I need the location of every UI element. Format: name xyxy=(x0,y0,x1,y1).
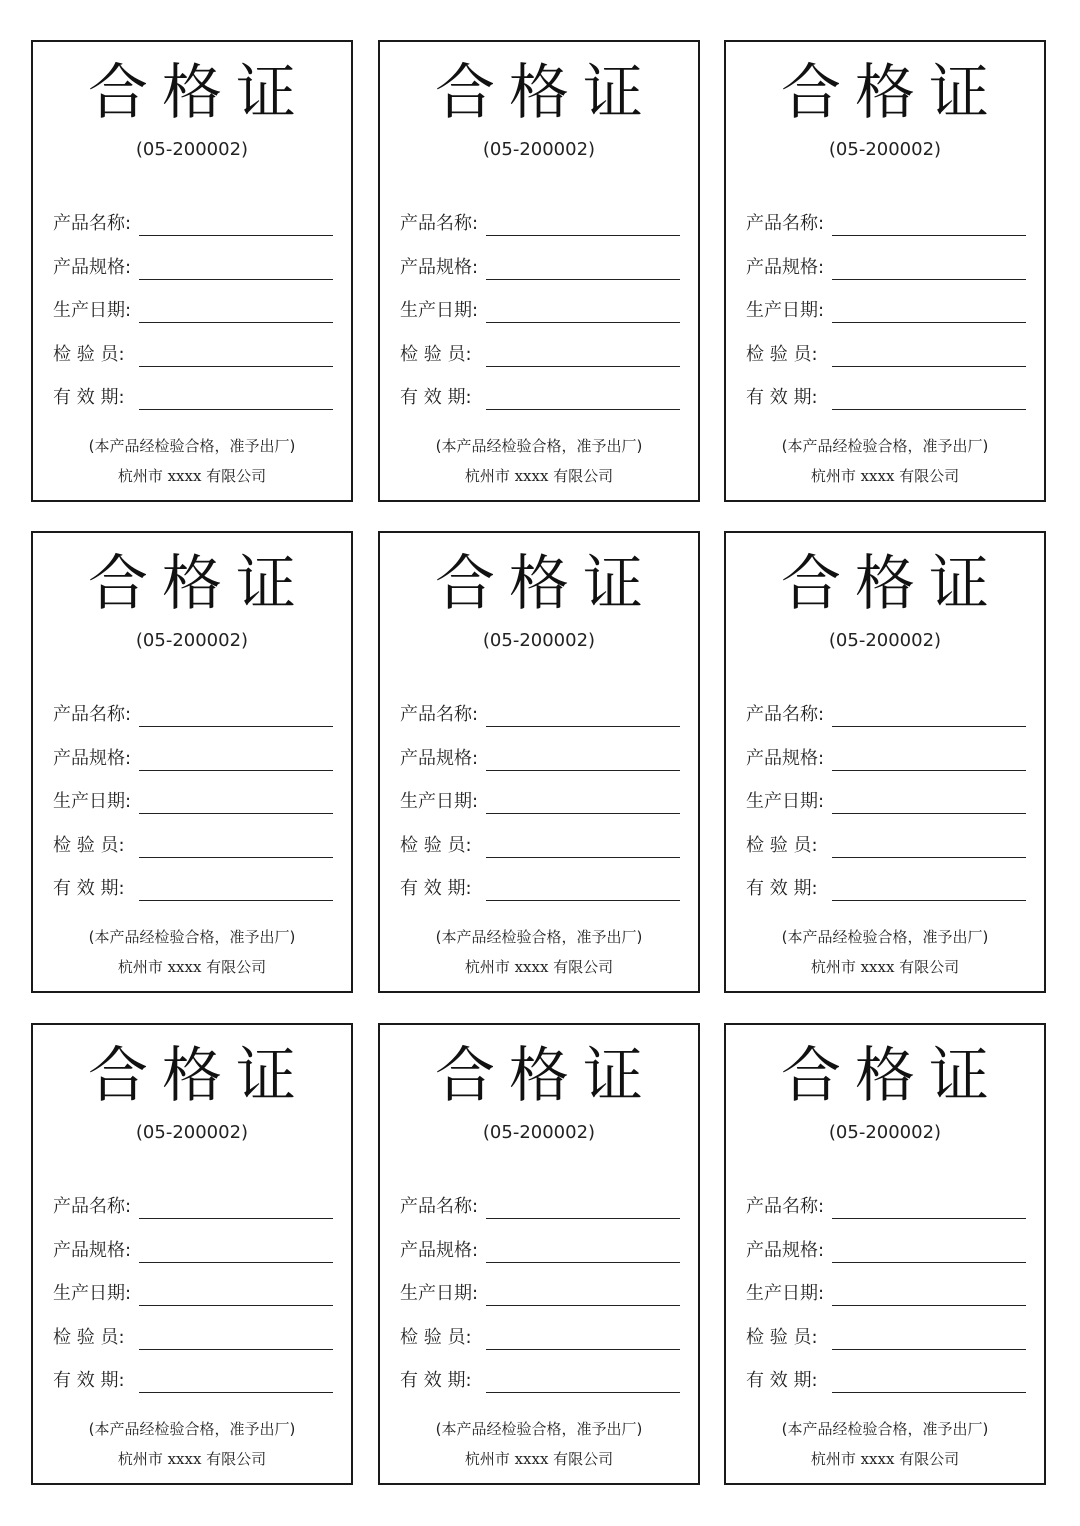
field-label: 产品规格: xyxy=(746,1239,825,1261)
card-note: (本产品经检验合格，准予出厂) xyxy=(435,1420,643,1438)
card-code: (05-200002) xyxy=(828,1122,942,1143)
field-label: 生产日期: xyxy=(746,1283,825,1304)
card-note: (本产品经检验合格，准予出厂) xyxy=(88,1420,296,1438)
card-code: (05-200002) xyxy=(482,630,596,651)
field-row[interactable] xyxy=(746,210,1026,238)
field-underline[interactable] xyxy=(139,1218,333,1219)
field-row[interactable] xyxy=(400,1193,680,1221)
field-label: 产品名称: xyxy=(746,1196,825,1217)
field-row[interactable] xyxy=(400,1280,680,1308)
field-row[interactable] xyxy=(746,384,1026,412)
certificate-card-1 xyxy=(31,40,353,502)
field-row[interactable] xyxy=(53,384,333,412)
field-label: 有 效 期: xyxy=(53,1370,125,1391)
card-title: 合格证 xyxy=(781,58,1003,128)
field-label: 产品名称: xyxy=(53,1196,132,1217)
field-label: 产品规格: xyxy=(53,1239,132,1261)
field-row[interactable] xyxy=(746,701,1026,729)
field-row[interactable] xyxy=(400,254,680,282)
field-label: 产品名称: xyxy=(400,213,479,234)
field-label: 生产日期: xyxy=(53,791,132,812)
card-note: (本产品经检验合格，准予出厂) xyxy=(781,928,989,946)
field-row[interactable] xyxy=(746,1280,1026,1308)
field-row[interactable] xyxy=(400,341,680,369)
field-underline[interactable] xyxy=(139,1262,333,1263)
field-underline[interactable] xyxy=(486,279,680,280)
field-label: 生产日期: xyxy=(746,791,825,812)
card-code: (05-200002) xyxy=(135,1122,249,1143)
field-row[interactable] xyxy=(53,1280,333,1308)
field-underline[interactable] xyxy=(832,770,1026,771)
field-underline[interactable] xyxy=(486,857,680,858)
field-row[interactable] xyxy=(400,745,680,773)
field-row[interactable] xyxy=(400,1237,680,1265)
field-row[interactable] xyxy=(53,1193,333,1221)
certificate-card-4 xyxy=(31,531,353,993)
field-label: 有 效 期: xyxy=(400,878,472,899)
field-row[interactable] xyxy=(746,254,1026,282)
field-underline[interactable] xyxy=(832,900,1026,901)
field-label: 产品规格: xyxy=(400,1239,479,1261)
field-label: 有 效 期: xyxy=(400,1370,472,1391)
field-label: 检 验 员: xyxy=(746,343,818,365)
field-label: 产品名称: xyxy=(746,704,825,725)
card-company: 杭州市 xxxx 有限公司 xyxy=(810,467,960,485)
field-label: 有 效 期: xyxy=(746,878,818,899)
field-row[interactable] xyxy=(53,1367,333,1395)
card-code: (05-200002) xyxy=(482,139,596,160)
field-label: 生产日期: xyxy=(400,300,479,321)
card-company: 杭州市 xxxx 有限公司 xyxy=(117,467,267,485)
field-underline[interactable] xyxy=(486,1349,680,1350)
certificate-card-8 xyxy=(378,1023,700,1485)
card-company: 杭州市 xxxx 有限公司 xyxy=(117,1450,267,1468)
field-row[interactable] xyxy=(400,832,680,860)
field-underline[interactable] xyxy=(139,235,333,236)
field-label: 生产日期: xyxy=(400,1283,479,1304)
field-underline[interactable] xyxy=(832,813,1026,814)
field-row[interactable] xyxy=(746,297,1026,325)
card-title: 合格证 xyxy=(88,549,310,619)
field-underline[interactable] xyxy=(139,726,333,727)
field-label: 产品规格: xyxy=(746,747,825,769)
field-underline[interactable] xyxy=(486,813,680,814)
field-row[interactable] xyxy=(746,1324,1026,1352)
card-company: 杭州市 xxxx 有限公司 xyxy=(810,958,960,976)
field-row[interactable] xyxy=(53,210,333,238)
card-note: (本产品经检验合格，准予出厂) xyxy=(781,437,989,455)
field-row[interactable] xyxy=(746,788,1026,816)
field-label: 生产日期: xyxy=(53,1283,132,1304)
field-row[interactable] xyxy=(400,701,680,729)
field-row[interactable] xyxy=(400,1367,680,1395)
field-label: 产品名称: xyxy=(53,704,132,725)
field-label: 检 验 员: xyxy=(53,343,125,365)
field-row[interactable] xyxy=(746,745,1026,773)
field-underline[interactable] xyxy=(486,726,680,727)
field-row[interactable] xyxy=(746,341,1026,369)
field-underline[interactable] xyxy=(486,1218,680,1219)
field-label: 生产日期: xyxy=(53,300,132,321)
field-label: 产品名称: xyxy=(746,213,825,234)
field-label: 有 效 期: xyxy=(746,1370,818,1391)
field-row[interactable] xyxy=(746,875,1026,903)
field-underline[interactable] xyxy=(832,726,1026,727)
field-label: 检 验 员: xyxy=(53,834,125,856)
field-row[interactable] xyxy=(400,1324,680,1352)
field-row[interactable] xyxy=(746,1367,1026,1395)
card-company: 杭州市 xxxx 有限公司 xyxy=(464,467,614,485)
certificate-card-7 xyxy=(31,1023,353,1485)
field-row[interactable] xyxy=(400,297,680,325)
card-note: (本产品经检验合格，准予出厂) xyxy=(435,437,643,455)
field-row[interactable] xyxy=(53,341,333,369)
field-label: 产品规格: xyxy=(53,256,132,278)
field-row[interactable] xyxy=(53,832,333,860)
field-row[interactable] xyxy=(53,701,333,729)
field-label: 产品规格: xyxy=(746,256,825,278)
certificate-card-9 xyxy=(724,1023,1046,1485)
field-label: 生产日期: xyxy=(746,300,825,321)
field-label: 产品规格: xyxy=(400,256,479,278)
field-label: 检 验 员: xyxy=(400,1326,472,1348)
field-underline[interactable] xyxy=(832,1218,1026,1219)
field-label: 有 效 期: xyxy=(746,387,818,408)
field-underline[interactable] xyxy=(832,366,1026,367)
field-row[interactable] xyxy=(400,875,680,903)
field-underline[interactable] xyxy=(832,1349,1026,1350)
card-title: 合格证 xyxy=(781,1041,1003,1111)
field-row[interactable] xyxy=(53,1324,333,1352)
card-company: 杭州市 xxxx 有限公司 xyxy=(464,958,614,976)
card-note: (本产品经检验合格，准予出厂) xyxy=(88,928,296,946)
field-underline[interactable] xyxy=(832,1262,1026,1263)
field-label: 产品名称: xyxy=(53,213,132,234)
field-row[interactable] xyxy=(53,745,333,773)
field-underline[interactable] xyxy=(832,1392,1026,1393)
field-underline[interactable] xyxy=(139,900,333,901)
card-title: 合格证 xyxy=(435,58,657,128)
field-underline[interactable] xyxy=(139,1305,333,1306)
field-row[interactable] xyxy=(400,384,680,412)
card-company: 杭州市 xxxx 有限公司 xyxy=(464,1450,614,1468)
field-underline[interactable] xyxy=(486,322,680,323)
field-underline[interactable] xyxy=(486,409,680,410)
field-underline[interactable] xyxy=(486,1305,680,1306)
field-underline[interactable] xyxy=(486,900,680,901)
field-underline[interactable] xyxy=(486,366,680,367)
card-code: (05-200002) xyxy=(135,139,249,160)
field-underline[interactable] xyxy=(832,322,1026,323)
field-row[interactable] xyxy=(53,1237,333,1265)
card-company: 杭州市 xxxx 有限公司 xyxy=(117,958,267,976)
field-label: 检 验 员: xyxy=(53,1326,125,1348)
field-underline[interactable] xyxy=(139,322,333,323)
field-underline[interactable] xyxy=(832,279,1026,280)
card-title: 合格证 xyxy=(435,1041,657,1111)
field-row[interactable] xyxy=(746,832,1026,860)
card-title: 合格证 xyxy=(88,1041,310,1111)
field-underline[interactable] xyxy=(139,1392,333,1393)
field-underline[interactable] xyxy=(832,409,1026,410)
field-underline[interactable] xyxy=(139,1349,333,1350)
field-label: 检 验 员: xyxy=(400,343,472,365)
field-underline[interactable] xyxy=(486,770,680,771)
field-label: 产品名称: xyxy=(400,704,479,725)
field-row[interactable] xyxy=(400,788,680,816)
card-title: 合格证 xyxy=(88,58,310,128)
field-row[interactable] xyxy=(53,875,333,903)
card-note: (本产品经检验合格，准予出厂) xyxy=(781,1420,989,1438)
certificate-card-6 xyxy=(724,531,1046,993)
certificate-card-2 xyxy=(378,40,700,502)
card-note: (本产品经检验合格，准予出厂) xyxy=(88,437,296,455)
field-label: 检 验 员: xyxy=(400,834,472,856)
card-note: (本产品经检验合格，准予出厂) xyxy=(435,928,643,946)
field-label: 产品规格: xyxy=(53,747,132,769)
field-label: 产品规格: xyxy=(400,747,479,769)
field-underline[interactable] xyxy=(139,279,333,280)
field-row[interactable] xyxy=(53,254,333,282)
card-title: 合格证 xyxy=(435,549,657,619)
card-company: 杭州市 xxxx 有限公司 xyxy=(810,1450,960,1468)
field-underline[interactable] xyxy=(486,1392,680,1393)
card-code: (05-200002) xyxy=(828,630,942,651)
field-label: 检 验 员: xyxy=(746,834,818,856)
field-row[interactable] xyxy=(53,297,333,325)
field-label: 有 效 期: xyxy=(53,387,125,408)
card-code: (05-200002) xyxy=(482,1122,596,1143)
field-underline[interactable] xyxy=(486,1262,680,1263)
card-code: (05-200002) xyxy=(828,139,942,160)
field-row[interactable] xyxy=(746,1237,1026,1265)
field-underline[interactable] xyxy=(832,1305,1026,1306)
card-code: (05-200002) xyxy=(135,630,249,651)
field-underline[interactable] xyxy=(139,366,333,367)
field-label: 有 效 期: xyxy=(400,387,472,408)
field-underline[interactable] xyxy=(139,770,333,771)
field-label: 检 验 员: xyxy=(746,1326,818,1348)
field-underline[interactable] xyxy=(139,813,333,814)
field-underline[interactable] xyxy=(832,235,1026,236)
field-underline[interactable] xyxy=(139,857,333,858)
certificate-card-3 xyxy=(724,40,1046,502)
certificate-card-5 xyxy=(378,531,700,993)
field-row[interactable] xyxy=(400,210,680,238)
field-underline[interactable] xyxy=(486,235,680,236)
field-label: 生产日期: xyxy=(400,791,479,812)
field-underline[interactable] xyxy=(139,409,333,410)
field-label: 产品名称: xyxy=(400,1196,479,1217)
field-label: 有 效 期: xyxy=(53,878,125,899)
field-underline[interactable] xyxy=(832,857,1026,858)
card-title: 合格证 xyxy=(781,549,1003,619)
field-row[interactable] xyxy=(746,1193,1026,1221)
field-row[interactable] xyxy=(53,788,333,816)
